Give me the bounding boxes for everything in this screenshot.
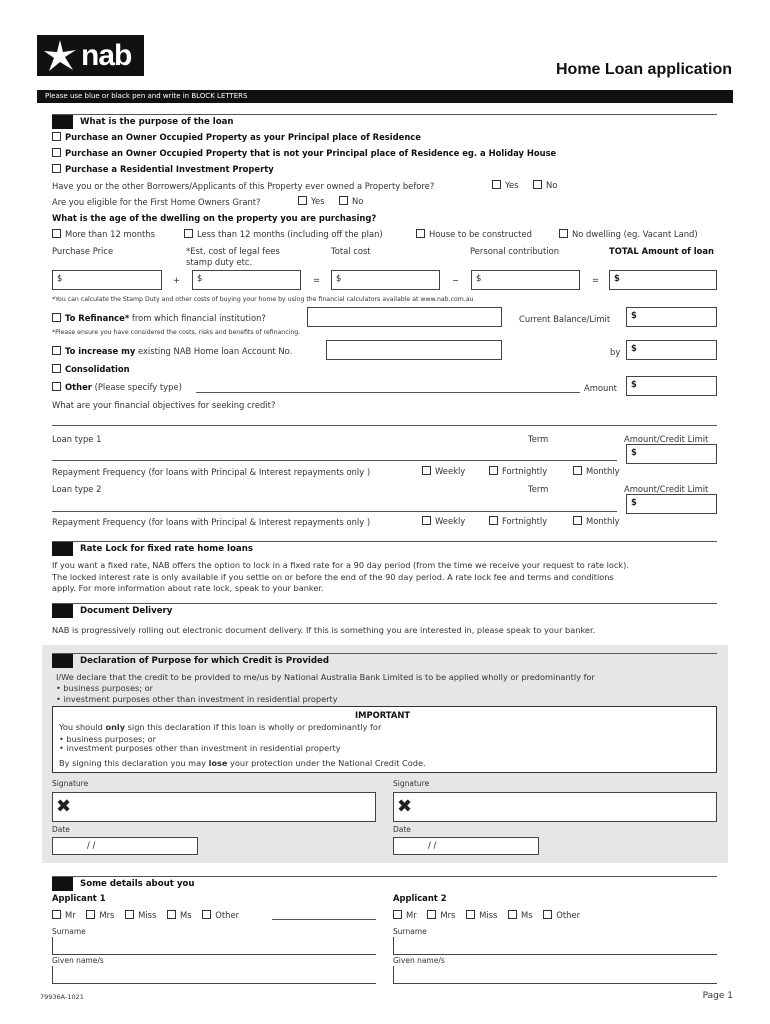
contribution-input[interactable]: $ bbox=[471, 270, 580, 290]
col-fees: *Est. cost of legal fees stamp duty etc. bbox=[186, 246, 280, 267]
refinance-option[interactable]: To Refinance* from which financial institution? bbox=[52, 313, 266, 323]
checkbox[interactable] bbox=[52, 164, 61, 173]
loan2-amount-input[interactable]: $ bbox=[626, 494, 717, 514]
surname-label-2: Surname bbox=[393, 927, 427, 936]
surname-field-2[interactable] bbox=[393, 937, 717, 955]
declaration-bullet: • investment purposes other than investment in residential property bbox=[56, 694, 338, 704]
grant-question: Are you eligible for the First Home Owners Grant? bbox=[52, 197, 261, 207]
checkbox[interactable] bbox=[86, 910, 95, 919]
title-other[interactable]: Other bbox=[543, 910, 580, 920]
surname-field-1[interactable] bbox=[52, 937, 376, 955]
purchase-price-input[interactable]: $ bbox=[52, 270, 162, 290]
grant-no[interactable]: No bbox=[339, 196, 363, 206]
title-ms[interactable]: Ms bbox=[508, 910, 533, 920]
stamp-note: *You can calculate the Stamp Duty and other costs of buying your home by using the financial calculators available at www.nab.com.au bbox=[52, 296, 474, 303]
delivery-text: NAB is progressively rolling out electronic document delivery. If this is something you are interested in, please speak to your banker. bbox=[52, 625, 596, 635]
signature-label-2: Signature bbox=[393, 779, 430, 788]
objectives-question: What are your financial objectives for seeking credit? bbox=[52, 400, 276, 410]
by-label: by bbox=[610, 347, 621, 357]
age-question: What is the age of the dwelling on the property you are purchasing? bbox=[52, 213, 377, 223]
loan1-line[interactable] bbox=[52, 460, 617, 461]
important-bullet: • business purposes; or bbox=[59, 734, 156, 744]
purpose-heading: What is the purpose of the loan bbox=[52, 115, 234, 129]
app2-titles bbox=[393, 910, 580, 920]
monthly-1[interactable]: Monthly bbox=[573, 466, 620, 476]
checkbox[interactable] bbox=[466, 910, 475, 919]
age-opt-1[interactable]: More than 12 months bbox=[52, 229, 155, 239]
equals-sign: = bbox=[592, 275, 600, 285]
refinance-institution-input[interactable] bbox=[307, 307, 502, 327]
given-label-2: Given name/s bbox=[393, 956, 445, 965]
checkbox[interactable] bbox=[298, 196, 307, 205]
weekly-1[interactable]: Weekly bbox=[422, 466, 465, 476]
checkbox[interactable] bbox=[52, 313, 61, 322]
amount-limit-label: Amount/Credit Limit bbox=[624, 484, 709, 494]
date-label-2: Date bbox=[393, 825, 411, 834]
title-mrs[interactable]: Mrs bbox=[427, 910, 455, 920]
col-contribution: Personal contribution bbox=[470, 246, 560, 256]
checkbox[interactable] bbox=[202, 910, 211, 919]
checkbox[interactable] bbox=[422, 516, 431, 525]
increase-option[interactable]: To increase my existing NAB Home loan Account No. bbox=[52, 346, 292, 356]
amount-label: Amount bbox=[584, 383, 617, 393]
age-opt-4[interactable]: No dwelling (eg. Vacant Land) bbox=[559, 229, 698, 239]
checkbox[interactable] bbox=[52, 346, 61, 355]
star-icon bbox=[43, 39, 77, 73]
repayment-freq-2: Repayment Frequency (for loans with Principal & Interest repayments only ) bbox=[52, 517, 371, 527]
page-title: Home Loan application bbox=[555, 61, 732, 78]
delivery-heading: Document Delivery bbox=[52, 604, 172, 618]
term-label: Term bbox=[528, 484, 549, 494]
purpose-opt3[interactable]: Purchase a Residential Investment Property bbox=[52, 164, 274, 174]
checkbox[interactable] bbox=[573, 516, 582, 525]
total-cost-input[interactable]: $ bbox=[331, 270, 440, 290]
surname-label-1: Surname bbox=[52, 927, 86, 936]
total-loan-input[interactable]: $ bbox=[609, 270, 717, 290]
details-heading: Some details about you bbox=[52, 877, 194, 891]
checkbox[interactable] bbox=[167, 910, 176, 919]
other-amount-input[interactable]: $ bbox=[626, 376, 717, 396]
date-label-1: Date bbox=[52, 825, 70, 834]
only-text: You should only sign this declaration if this loan is wholly or predominantly for bbox=[59, 722, 382, 732]
checkbox[interactable] bbox=[427, 910, 436, 919]
loan2-line[interactable] bbox=[52, 511, 617, 512]
instructions-bar: Please use blue or black pen and write in BLOCK LETTERS bbox=[37, 90, 733, 103]
col-purchase-price: Purchase Price bbox=[52, 246, 114, 256]
col-total-loan: TOTAL Amount of loan bbox=[609, 246, 714, 256]
other-title-line[interactable] bbox=[272, 919, 376, 920]
ratelock-heading: Rate Lock for fixed rate home loans bbox=[52, 542, 253, 556]
consolidation-option[interactable]: Consolidation bbox=[52, 364, 130, 374]
date-field-2[interactable]: / / bbox=[393, 837, 539, 855]
page-number: Page 1 bbox=[702, 991, 733, 1001]
checkbox[interactable] bbox=[489, 466, 498, 475]
signature-label-1: Signature bbox=[52, 779, 89, 788]
owned-yes[interactable]: Yes bbox=[492, 180, 519, 190]
logo-text: nab bbox=[81, 38, 132, 72]
checkbox[interactable] bbox=[422, 466, 431, 475]
loan1-amount-input[interactable]: $ bbox=[626, 444, 717, 464]
nab-logo bbox=[37, 35, 144, 76]
repayment-freq-1: Repayment Frequency (for loans with Principal & Interest repayments only ) bbox=[52, 467, 371, 477]
declaration-bullet: • business purposes; or bbox=[56, 683, 153, 693]
loan-type-1-label: Loan type 1 bbox=[52, 434, 102, 444]
purpose-opt1[interactable]: Purchase an Owner Occupied Property as your Principal place of Residence bbox=[52, 132, 421, 142]
signature-field-2[interactable]: ✖ bbox=[393, 792, 717, 822]
applicant-2-label: Applicant 2 bbox=[393, 893, 447, 903]
fortnightly-2[interactable]: Fortnightly bbox=[489, 516, 547, 526]
term-label: Term bbox=[528, 434, 549, 444]
age-opt-3[interactable]: House to be constructed bbox=[416, 229, 532, 239]
app1-titles bbox=[52, 910, 239, 920]
applicant-1-label: Applicant 1 bbox=[52, 893, 106, 903]
grant-yes[interactable]: Yes bbox=[298, 196, 325, 206]
checkbox[interactable] bbox=[492, 180, 501, 189]
checkbox[interactable] bbox=[52, 229, 61, 238]
checkbox[interactable] bbox=[339, 196, 348, 205]
given-field-2[interactable] bbox=[393, 966, 717, 984]
checkbox[interactable] bbox=[416, 229, 425, 238]
increase-amount-input[interactable]: $ bbox=[626, 340, 717, 360]
checkbox[interactable] bbox=[508, 910, 517, 919]
amount-limit-label: Amount/Credit Limit bbox=[624, 434, 709, 444]
checkbox[interactable] bbox=[393, 910, 402, 919]
checkbox[interactable] bbox=[125, 910, 134, 919]
declaration-heading: Declaration of Purpose for which Credit is Provided bbox=[52, 654, 329, 668]
minus-sign: − bbox=[452, 275, 460, 285]
declaration-text: I/We declare that the credit to be provided to me/us by National Australia Bank Limited is to be applied wholly or predominantly for bbox=[56, 672, 595, 682]
given-field-1[interactable] bbox=[52, 966, 376, 984]
current-balance-label: Current Balance/Limit bbox=[519, 314, 611, 324]
other-specify-line[interactable] bbox=[196, 392, 580, 393]
col-total: Total cost bbox=[331, 246, 371, 256]
purpose-opt2[interactable]: Purchase an Owner Occupied Property that is not your Principal place of Residence eg. a Holiday House bbox=[52, 148, 556, 158]
checkbox[interactable] bbox=[543, 910, 552, 919]
title-other[interactable]: Other bbox=[202, 910, 239, 920]
age-opt-2[interactable]: Less than 12 months (including off the plan) bbox=[184, 229, 383, 239]
checkbox[interactable] bbox=[52, 148, 61, 157]
title-ms[interactable]: Ms bbox=[167, 910, 192, 920]
title-miss[interactable]: Miss bbox=[466, 910, 497, 920]
account-number-input[interactable] bbox=[326, 340, 502, 360]
form-code: 79936A-1021 bbox=[40, 993, 84, 1001]
refinance-note: *Please ensure you have considered the costs, risks and benefits of refinancing. bbox=[52, 329, 301, 336]
checkbox[interactable] bbox=[489, 516, 498, 525]
checkbox[interactable] bbox=[573, 466, 582, 475]
important-title: IMPORTANT bbox=[355, 710, 411, 720]
checkbox[interactable] bbox=[559, 229, 568, 238]
title-miss[interactable]: Miss bbox=[125, 910, 156, 920]
loan-type-2-label: Loan type 2 bbox=[52, 484, 102, 494]
checkbox[interactable] bbox=[533, 180, 542, 189]
title-mr[interactable]: Mr bbox=[393, 910, 417, 920]
title-mrs[interactable]: Mrs bbox=[86, 910, 114, 920]
checkbox[interactable] bbox=[184, 229, 193, 238]
fortnightly-1[interactable]: Fortnightly bbox=[489, 466, 547, 476]
owned-no[interactable]: No bbox=[533, 180, 557, 190]
fees-input[interactable]: $ bbox=[192, 270, 301, 290]
owned-question: Have you or the other Borrowers/Applicants of this Property ever owned a Property before? bbox=[52, 181, 435, 191]
checkbox[interactable] bbox=[52, 132, 61, 141]
title-mr[interactable]: Mr bbox=[52, 910, 76, 920]
important-bullet: • investment purposes other than investment in residential property bbox=[59, 743, 341, 753]
other-option[interactable]: Other (Please specify type) bbox=[52, 382, 182, 392]
monthly-2[interactable]: Monthly bbox=[573, 516, 620, 526]
checkbox[interactable] bbox=[52, 382, 61, 391]
equals-sign: = bbox=[313, 275, 321, 285]
given-label-1: Given name/s bbox=[52, 956, 104, 965]
checkbox[interactable] bbox=[52, 910, 61, 919]
checkbox[interactable] bbox=[52, 364, 61, 373]
current-balance-input[interactable]: $ bbox=[626, 307, 717, 327]
plus-sign: + bbox=[173, 275, 181, 285]
weekly-2[interactable]: Weekly bbox=[422, 516, 465, 526]
ratelock-text: If you want a fixed rate, NAB offers the option to lock in a fixed rate for a 90 day period (from the time we receive your request to rate lock). The locked interest rate is only available if you settle on or before the end of the 90 day period. A rate lock fee and terms and conditions apply. For more information about rate lock, speak to your banker. bbox=[52, 560, 629, 593]
date-field-1[interactable]: / / bbox=[52, 837, 198, 855]
objectives-line[interactable] bbox=[52, 425, 717, 426]
signature-field-1[interactable]: ✖ bbox=[52, 792, 376, 822]
lose-text: By signing this declaration you may lose your protection under the National Credit Code. bbox=[59, 758, 426, 768]
